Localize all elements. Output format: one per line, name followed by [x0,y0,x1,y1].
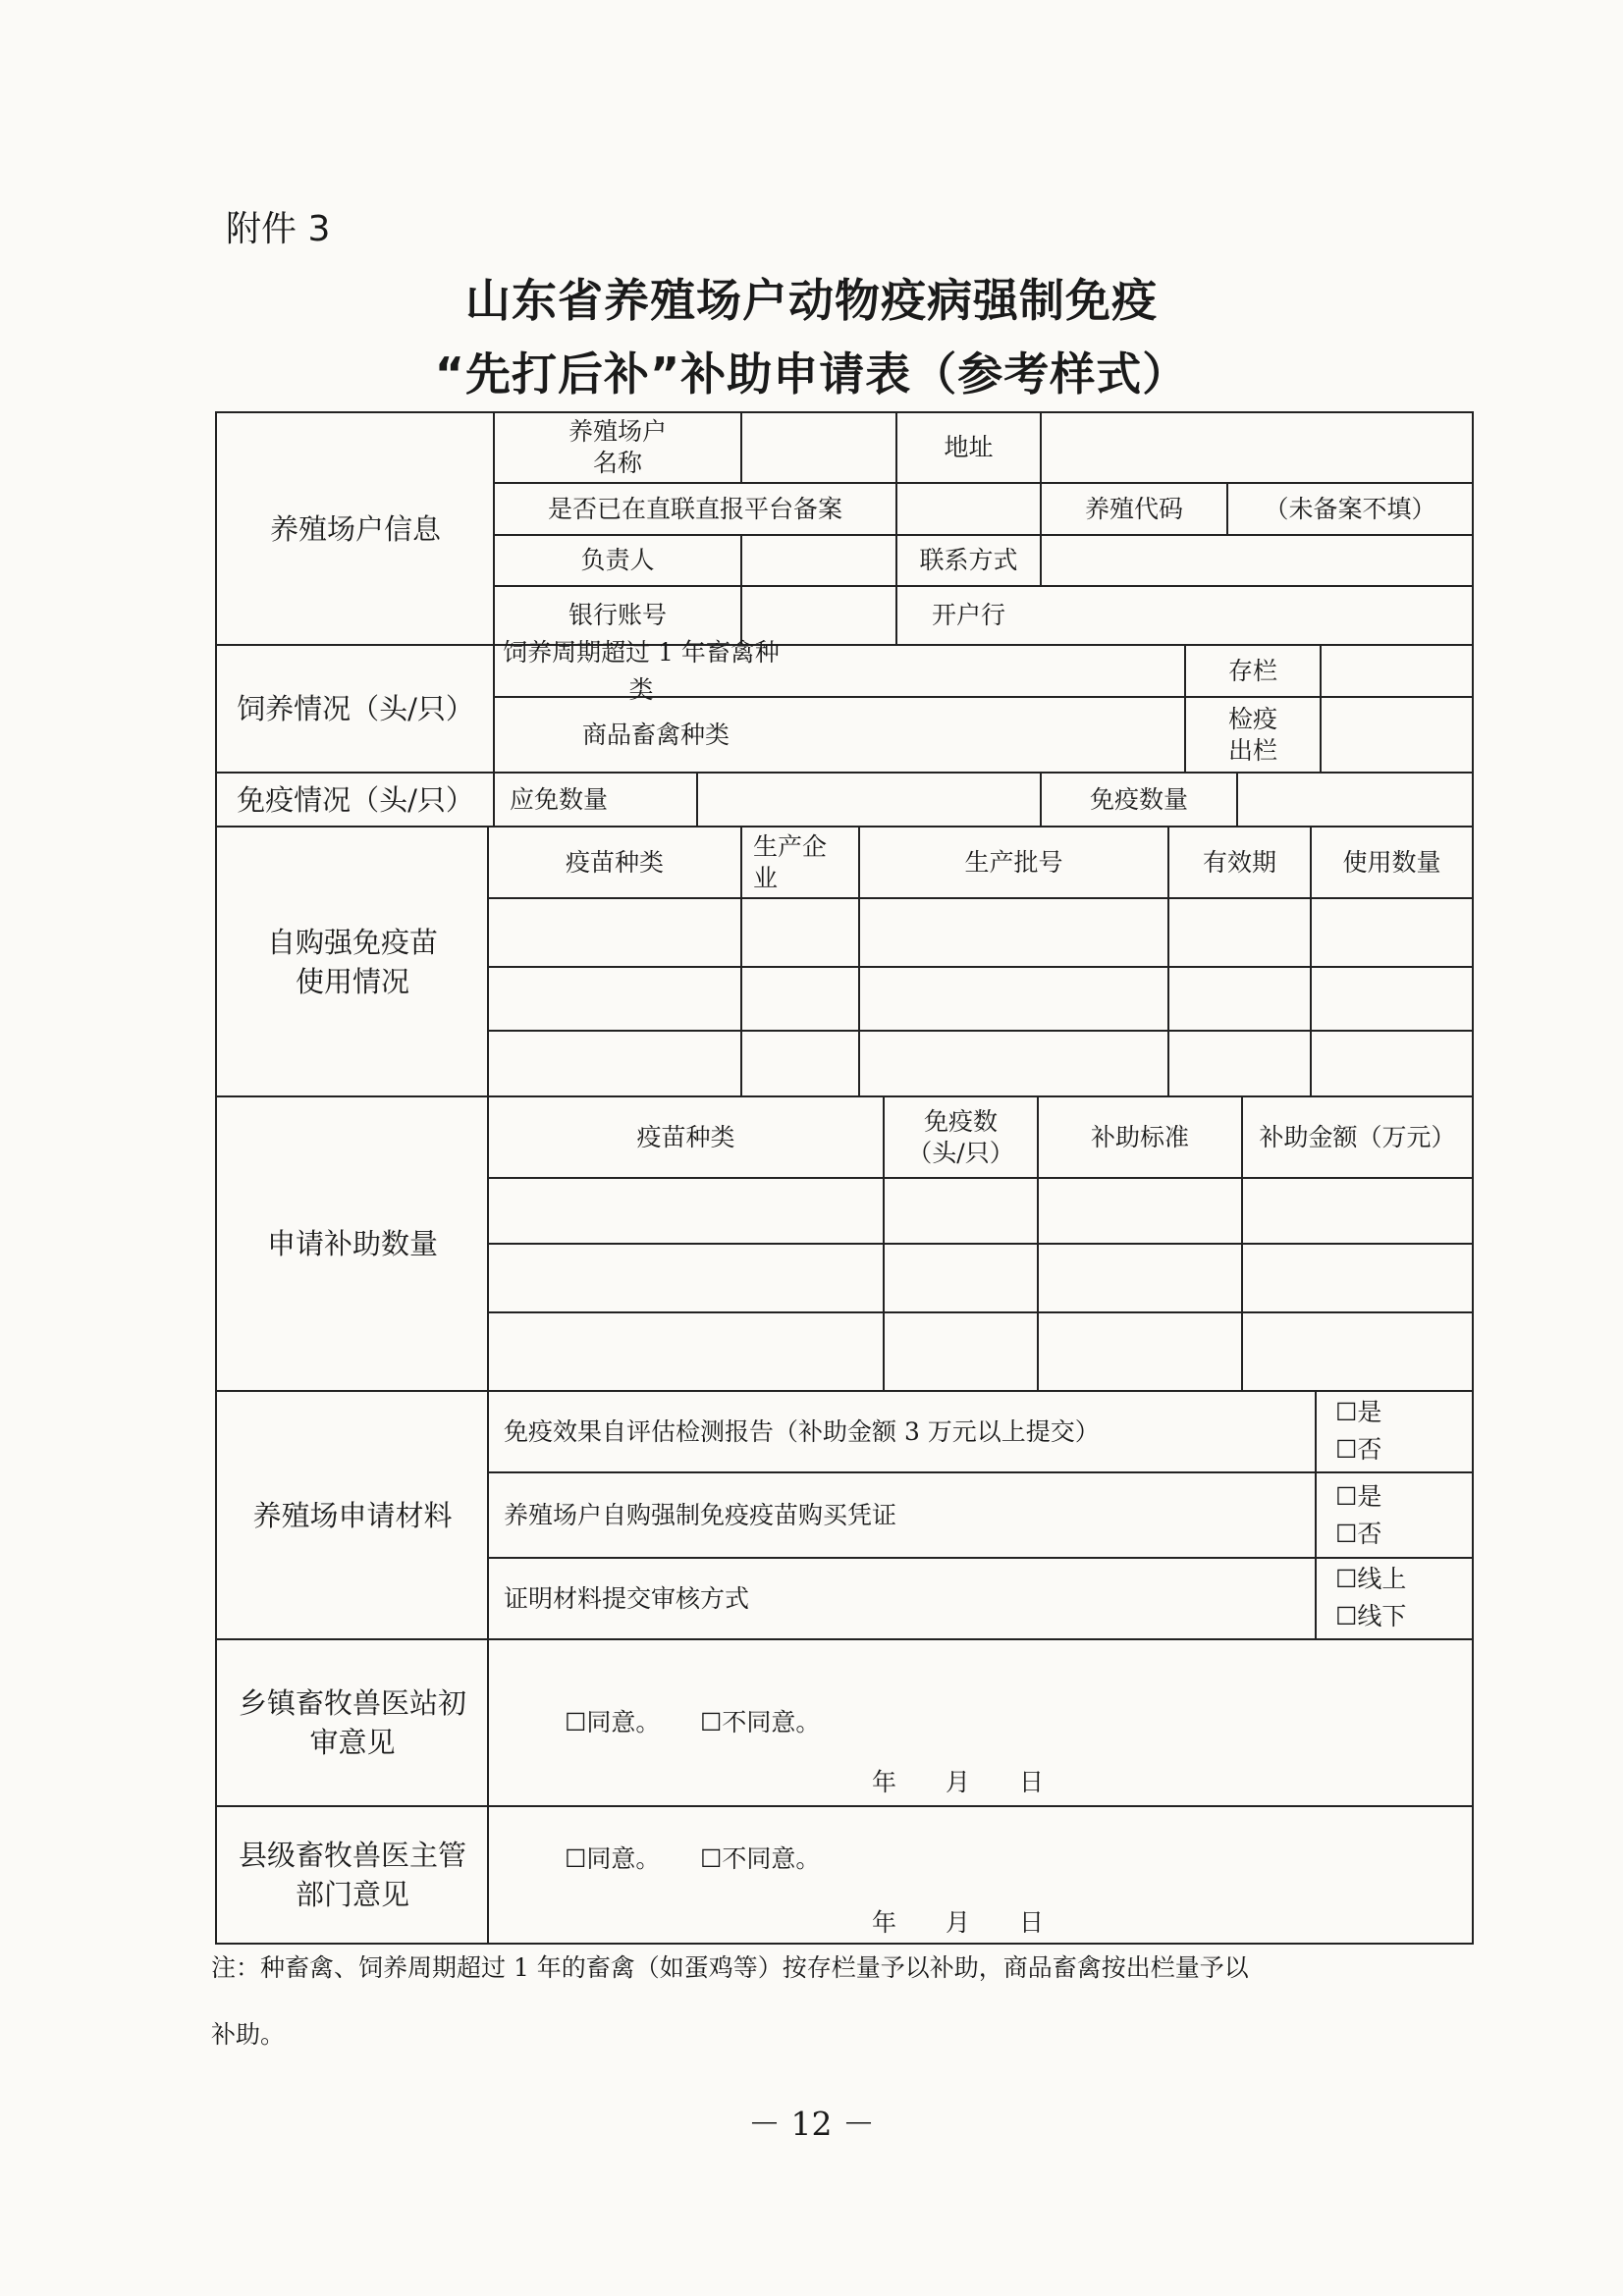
section-township-review: 乡镇畜牧兽医站初 审意见 [238,1686,466,1759]
done-count-input[interactable] [1237,773,1473,827]
done-count-label: 免疫数量 [1089,784,1188,814]
registered-label: 是否已在直联直报平台备案 [547,494,842,523]
address-input[interactable] [1041,412,1473,483]
subsidy-amount-header: 补助金额（万元） [1259,1122,1456,1151]
footnote-line1: 注：种畜禽、饲养周期超过 1 年的畜禽（如蛋鸡等）按存栏量予以补助，商品畜禽按出栏量予以 [211,1953,1249,1982]
subsidy-vaccine-type-header: 疫苗种类 [636,1122,735,1151]
subsidy-standard-header: 补助标准 [1090,1122,1189,1151]
material-item-review-method: 证明材料提交审核方式 [504,1583,750,1613]
township-review-date: 年 月 日 [872,1768,1045,1796]
material-item-report: 免疫效果自评估检测报告（补助金额 3 万元以上提交） [504,1416,1100,1446]
stock-input[interactable] [1321,645,1473,697]
bank-account-label: 银行账号 [568,601,667,629]
form-title-line2: “先打后补”补助申请表（参考样式） [434,347,1189,400]
long-cycle-input[interactable] [788,645,1185,697]
due-count-label: 应免数量 [510,784,609,814]
material-receipt-yes-checkbox[interactable]: ☐是 [1335,1482,1382,1511]
farm-name-input[interactable] [741,412,896,483]
section-farm-info: 养殖场户信息 [269,511,441,546]
stock-label: 存栏 [1227,656,1277,685]
township-disagree-checkbox[interactable]: ☐不同意。 [700,1708,821,1736]
quarantine-input[interactable] [1321,697,1473,773]
expiry-header: 有效期 [1202,847,1276,877]
county-agree-checkbox[interactable]: ☐同意。 [565,1844,661,1873]
vaccine-type-header: 疫苗种类 [565,847,664,877]
usage-count-header: 使用数量 [1342,847,1441,877]
batch-number-header: 生产批号 [964,847,1063,877]
section-materials: 养殖场申请材料 [252,1498,453,1532]
material-item-receipt: 养殖场户自购强制免疫疫苗购买凭证 [504,1500,897,1529]
review-offline-checkbox[interactable]: ☐线下 [1335,1602,1407,1630]
material-report-yes-checkbox[interactable]: ☐是 [1335,1398,1382,1426]
section-breeding: 饲养情况（头/只） [237,692,474,725]
farm-code-label: 养殖代码 [1084,494,1183,523]
footnote-line2: 补助。 [211,2020,286,2049]
address-label: 地址 [944,433,994,461]
farm-name-label: 养殖场户 名称 [568,417,667,477]
material-receipt-no-checkbox[interactable]: ☐否 [1335,1520,1382,1548]
section-subsidy: 申请补助数量 [266,1227,438,1260]
material-report-no-checkbox[interactable]: ☐否 [1335,1435,1382,1464]
person-label: 负责人 [580,546,655,574]
page-number: － 12 － [748,2105,875,2143]
contact-input[interactable] [1041,535,1473,586]
township-agree-checkbox[interactable]: ☐同意。 [565,1708,661,1736]
county-disagree-checkbox[interactable]: ☐不同意。 [700,1844,821,1873]
registered-input[interactable] [896,483,1041,535]
form-title-line1: 山东省养殖场户动物疫病强制免疫 [465,274,1158,327]
section-county-review: 县级畜牧兽医主管 部门意见 [238,1839,466,1911]
county-review-date: 年 月 日 [872,1908,1045,1937]
attachment-label: 附件 3 [226,209,331,249]
subsidy-count-header: 免疫数 （头/只） [907,1106,1014,1167]
bank-name-input[interactable] [1041,586,1473,645]
due-count-input[interactable] [697,773,1041,827]
long-cycle-label: 饲养周期超过 1 年畜禽种类 [503,637,780,704]
section-vaccine-usage: 自购强免疫苗 使用情况 [266,925,438,998]
quarantine-label: 检疫 出栏 [1227,704,1277,765]
manufacturer-header: 生产企 业 [753,831,828,892]
farm-code-hint[interactable]: （未备案不填） [1264,494,1436,523]
bank-name-label: 开户行 [931,601,1005,629]
section-immunization: 免疫情况（头/只） [237,782,474,817]
person-input[interactable] [741,535,896,586]
contact-label: 联系方式 [919,546,1018,574]
commodity-label: 商品畜禽种类 [581,720,730,749]
review-online-checkbox[interactable]: ☐线上 [1335,1565,1407,1593]
commodity-input[interactable] [818,697,1185,773]
